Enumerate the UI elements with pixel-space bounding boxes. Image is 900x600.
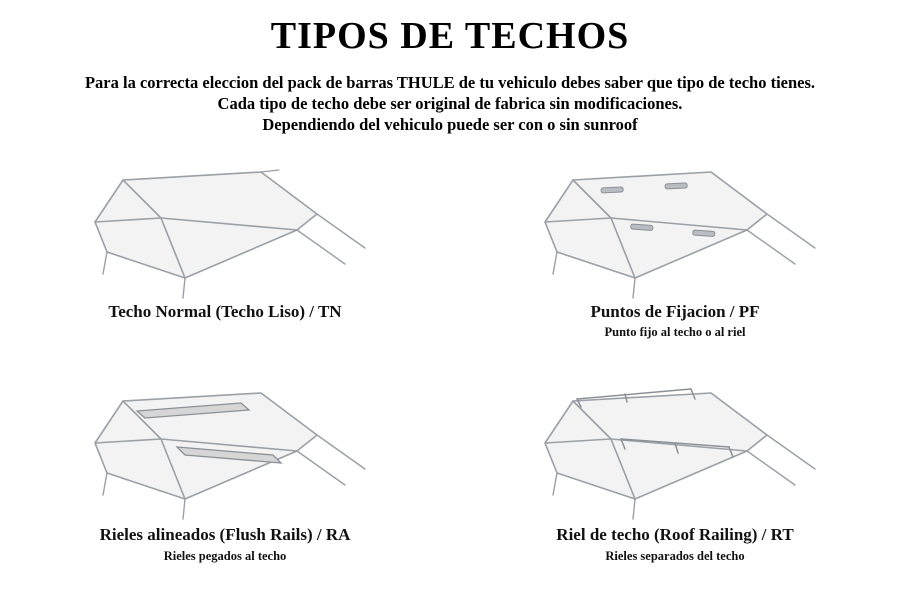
roof-illustration-techo-normal xyxy=(0,152,450,300)
subcaption-rieles-alineados: Rieles pegados al techo xyxy=(163,549,287,563)
roof-type-card-riel-de-techo xyxy=(450,365,900,580)
car-roof-railing-svg xyxy=(515,373,835,521)
page-title: TIPOS DE TECHOS xyxy=(270,15,630,57)
roof-type-card-puntos-de-fijacion xyxy=(450,150,900,365)
caption-techo-normal: Techo Normal (Techo Liso) / TN xyxy=(108,302,342,321)
subtitle-line-2: Cada tipo de techo debe ser original de fabrica sin modificaciones. xyxy=(217,94,683,113)
car-roof-fixpoints-svg xyxy=(515,152,835,300)
car-roof-flush-rails-svg xyxy=(65,373,385,521)
car-roof-plain-svg xyxy=(65,152,385,300)
caption-puntos-de-fijacion: Puntos de Fijacion / PF xyxy=(590,302,760,321)
subtitle-line-3: Dependiendo del vehiculo puede ser con o sin sunroof xyxy=(262,115,638,134)
roof-illustration-puntos-de-fijacion xyxy=(450,152,900,300)
roof-illustration-rieles-alineados xyxy=(0,373,450,521)
roof-type-card-techo-normal xyxy=(0,150,450,365)
subtitle-line-1: Para la correcta eleccion del pack de barras THULE de tu vehiculo debes saber que tipo de techo tienes. xyxy=(84,73,816,92)
roof-types-grid xyxy=(0,150,900,580)
subcaption-riel-de-techo: Rieles separados del techo xyxy=(605,549,745,563)
subcaption-puntos-de-fijacion: Punto fijo al techo o al riel xyxy=(604,325,746,339)
caption-riel-de-techo: Riel de techo (Roof Railing) / RT xyxy=(556,525,794,544)
caption-rieles-alineados: Rieles alineados (Flush Rails) / RA xyxy=(99,525,351,544)
roof-illustration-riel-de-techo xyxy=(450,373,900,521)
page-subtitle xyxy=(0,72,900,135)
roof-type-card-rieles-alineados xyxy=(0,365,450,580)
